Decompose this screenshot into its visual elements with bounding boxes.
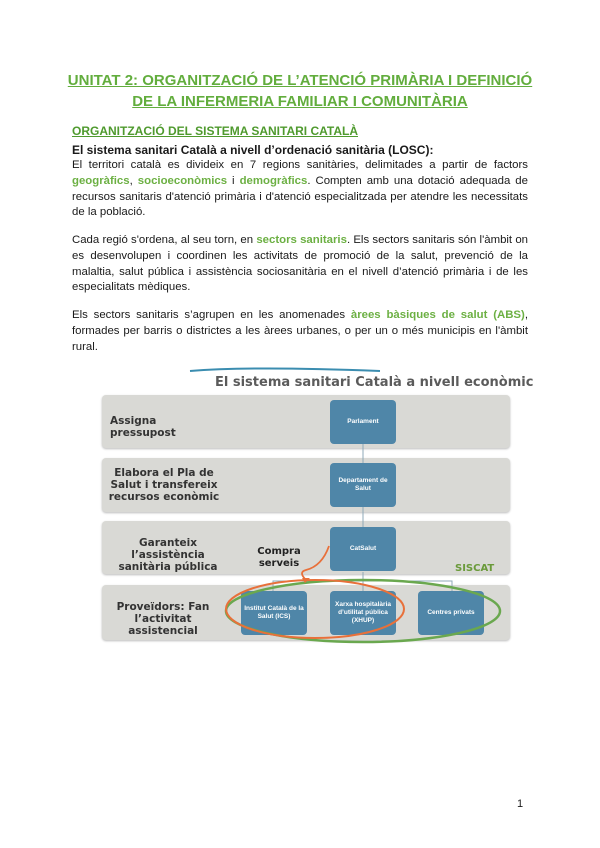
text: , (129, 174, 138, 187)
highlight-term: sectors sanitaris (256, 234, 347, 246)
text: Els sectors sanitaris s’agrupen en les anomenades (72, 309, 351, 321)
highlight-term: geogràfics (72, 174, 130, 187)
box-parlament: Parlament (330, 400, 396, 444)
subheading: El sistema sanitari Català a nivell d’ordenació sanitària (LOSC): (72, 143, 434, 157)
highlight-term: àrees bàsiques de salut (ABS) (350, 309, 525, 321)
row-label: Assigna pressupost (110, 415, 176, 439)
highlight-term: socioeconòmics (137, 174, 228, 187)
arrow-icon (302, 546, 329, 580)
text: i (227, 174, 240, 187)
siscat-label: SISCAT (455, 563, 495, 574)
box-xhup: Xarxa hospitalària d’utilitat pública (XHUP) (330, 591, 396, 635)
row-label: Garanteix l’assistència sanitària pública (118, 537, 218, 573)
section-heading: ORGANITZACIÓ DEL SISTEMA SANITARI CATALÀ (72, 124, 358, 138)
document-title: UNITAT 2: ORGANITZACIÓ DE L’ATENCIÓ PRIMÀRIA I DEFINICIÓ DE LA INFERMERIA FAMILIAR I COMUNITÀRIA (67, 72, 533, 110)
box-catsalut: CatSalut (330, 527, 396, 571)
box-centres-privats: Centres privats (418, 591, 484, 635)
public-ellipse (226, 580, 404, 638)
box-ics: Institut Català de la Salut (ICS) (241, 591, 307, 635)
diagram-title: El sistema sanitari Català a nivell econòmic (215, 375, 534, 390)
box-departament-salut: Departament de Salut (330, 463, 396, 507)
text: El territori català es divideix en 7 regions sanitàries, delimitades a partir de factors (72, 159, 528, 171)
page-number: 1 (517, 798, 524, 810)
annotation-compra-serveis: Compra serveis (257, 546, 301, 569)
text: . Els sectors sanitaris són l'àmbit on es desenvolupen i coordinen les activitats de promoció de la salut, prevenció de la malaltia, salut pública i assistència sociosanitària en el nivell d’atenció primària i de les especialitats mèdiques. (72, 234, 528, 294)
highlight-term: demogràfics (239, 174, 308, 187)
row-label: Elabora el Pla de Salut i transfereix recursos econòmic (108, 467, 220, 503)
text: Cada regió s'ordena, al seu torn, en (72, 234, 257, 246)
text: , formades per barris o districtes a les àrees urbanes, o per un o més municipis en l'àmbit rural. (72, 309, 528, 353)
text: . Compten amb una dotació adequada de recursos sanitaris d'atenció primària i d'atenció especialitzada per atendre les necessitats de la població. (72, 174, 528, 219)
row-label: Proveïdors: Fan l’activitat assistencial (116, 601, 210, 637)
